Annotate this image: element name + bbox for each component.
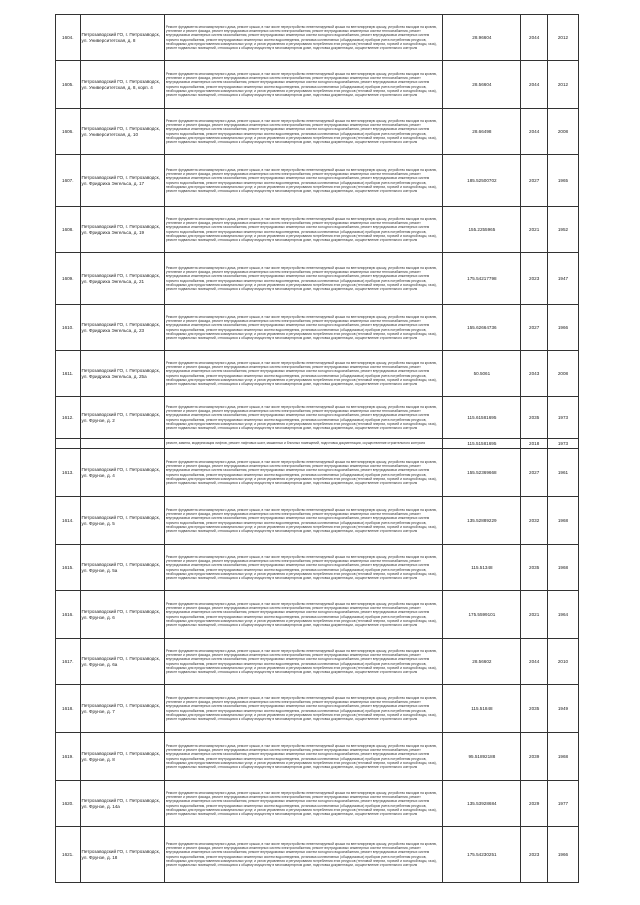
row-number-cell-text: 1613. xyxy=(62,470,74,475)
row-number-cell xyxy=(56,61,81,109)
address-cell-text: Петрозаводский ГО, г. Петрозаводск, ул. Фрунзе, д. 6 xyxy=(81,609,160,620)
address-cell xyxy=(80,207,164,253)
work-description-cell-text: Ремонт фундамента многоквартирного дома, ремонт крыши, в том числе переустройство невентилируемой крыши на вентилируемую крышу, устройство выходов на кровлю, утепление и ремонт фасада, ремонт внутридомовых инженерных систем электроснабжения, ремонт внутридомовых инженерных систем теплоснабжения, ремонт внутридомовых инженерных систем газоснабжения, ремонт внутридомовых инженерных систем холодного водоснабжения, ремонт внутридомовых инженерных систем горячего водоснабжения, ремонт внутридомовых инженерных систем водоотведения, установка коллективных (общедомовых) приборов учета потребления ресурсов, необходимых для предоставления коммунальных услуг, и узлов управления и регулирования потребления этих ресурсов (тепловой энергии, горячей и холодной воды, газа), ремонт подвальных помещений, относящихся к общему имуществу в многоквартирном доме, подготовка документации, осуществление строительного контроля xyxy=(165,649,438,674)
planned-year-cell xyxy=(521,109,548,155)
build-year-cell xyxy=(548,639,579,685)
work-description-cell xyxy=(164,61,443,109)
planned-year-cell-text: 2027 xyxy=(529,178,540,183)
row-number-cell-text: 1609. xyxy=(62,276,74,281)
cost-cell xyxy=(443,397,521,439)
planned-year-cell-text: 2039 xyxy=(529,754,540,759)
work-description-cell xyxy=(164,545,443,591)
table-row xyxy=(56,397,579,439)
work-description-cell xyxy=(164,591,443,639)
build-year-cell-text: 1973 xyxy=(557,415,569,420)
build-year-cell xyxy=(548,591,579,639)
planned-year-cell xyxy=(521,15,548,61)
cost-cell xyxy=(443,591,521,639)
planned-year-cell-text: 2023 xyxy=(529,276,540,281)
address-cell xyxy=(80,155,164,207)
table-row xyxy=(56,253,579,305)
cost-cell xyxy=(443,545,521,591)
address-cell xyxy=(80,449,164,497)
repair-program-table xyxy=(55,14,579,883)
address-cell-text: Петрозаводский ГО, г. Петрозаводск, ул. Фридриха Энгельса, д. 21 xyxy=(81,273,160,284)
row-number-cell xyxy=(56,639,81,685)
row-number-cell xyxy=(56,15,81,61)
build-year-cell-text: 2008 xyxy=(557,371,569,376)
address-cell xyxy=(80,253,164,305)
planned-year-cell xyxy=(521,305,548,351)
cost-cell-text: 115.51848 xyxy=(471,706,493,711)
cost-cell-text: 185.52500702 xyxy=(467,178,497,183)
work-description-cell-text: Ремонт фундамента многоквартирного дома, ремонт крыши, в том числе переустройство невентилируемой крыши на вентилируемую крышу, устройство выходов на кровлю, утепление и ремонт фасада, ремонт внутридомовых инженерных систем электроснабжения, ремонт внутридомовых инженерных систем теплоснабжения, ремонт внутридомовых инженерных систем газоснабжения, ремонт внутридомовых инженерных систем холодного водоснабжения, ремонт внутридомовых инженерных систем горячего водоснабжения, ремонт внутридомовых инженерных систем водоотведения, установка коллективных (общедомовых) приборов учета потребления ресурсов, необходимых для предоставления коммунальных услуг, и узлов управления и регулирования потребления этих ресурсов (тепловой энергии, горячей и холодной воды, газа), ремонт подвальных помещений, относящихся к общему имуществу в многоквартирном доме, подготовка документации, осуществление строительного контроля xyxy=(165,696,438,721)
cost-cell xyxy=(443,351,521,397)
work-description-cell-text: Ремонт фундамента многоквартирного дома, ремонт крыши, в том числе переустройство невентилируемой крыши на вентилируемую крышу, устройство выходов на кровлю, утепление и ремонт фасада, ремонт внутридомовых инженерных систем электроснабжения, ремонт внутридомовых инженерных систем теплоснабжения, ремонт внутридомовых инженерных систем газоснабжения, ремонт внутридомовых инженерных систем холодного водоснабжения, ремонт внутридомовых инженерных систем горячего водоснабжения, ремонт внутридомовых инженерных систем водоотведения, установка коллективных (общедомовых) приборов учета потребления ресурсов, необходимых для предоставления коммунальных услуг, и узлов управления и регулирования потребления этих ресурсов (тепловой энергии, горячей и холодной воды, газа), ремонт подвальных помещений, относящихся к общему имуществу в многоквартирном доме, подготовка документации, осуществление строительного контроля xyxy=(165,791,438,816)
cost-cell xyxy=(443,305,521,351)
build-year-cell xyxy=(548,497,579,545)
cost-cell-text: 135.52889229 xyxy=(467,518,497,523)
build-year-cell-text: 1964 xyxy=(557,612,569,617)
planned-year-cell xyxy=(521,545,548,591)
planned-year-cell-text: 2044 xyxy=(529,35,540,40)
planned-year-cell xyxy=(521,439,548,449)
work-description-cell-text: Ремонт фундамента многоквартирного дома, ремонт крыши, в том числе переустройство невентилируемой крыши на вентилируемую крышу, устройство выходов на кровлю, утепление и ремонт фасада, ремонт внутридомовых инженерных систем электроснабжения, ремонт внутридомовых инженерных систем теплоснабжения, ремонт внутридомовых инженерных систем газоснабжения, ремонт внутридомовых инженерных систем холодного водоснабжения, ремонт внутридомовых инженерных систем горячего водоснабжения, ремонт внутридомовых инженерных систем водоотведения, установка коллективных (общедомовых) приборов учета потребления ресурсов, необходимых для предоставления коммунальных услуг, и узлов управления и регулирования потребления этих ресурсов (тепловой энергии, горячей и холодной воды, газа), ремонт подвальных помещений, относящихся к общему имуществу в многоквартирном доме, подготовка документации, осуществление строительного контроля xyxy=(165,217,438,242)
row-number-cell xyxy=(56,155,81,207)
row-number-cell xyxy=(56,449,81,497)
row-number-cell-text: 1610. xyxy=(62,325,74,330)
cost-cell-text: 155.2255965 xyxy=(468,227,496,232)
row-number-cell xyxy=(56,109,81,155)
address-cell-text: Петрозаводский ГО, г. Петрозаводск, ул. Фрунзе, д. 2 xyxy=(81,412,160,423)
planned-year-cell-text: 2044 xyxy=(529,129,540,134)
planned-year-cell-text: 2035 xyxy=(529,706,540,711)
table-row xyxy=(56,109,579,155)
work-description-cell xyxy=(164,827,443,883)
cost-cell xyxy=(443,155,521,207)
cost-cell xyxy=(443,781,521,827)
work-description-cell-text: Ремонт фундамента многоквартирного дома, ремонт крыши, в том числе переустройство невентилируемой крыши на вентилируемую крышу, устройство выходов на кровлю, утепление и ремонт фасада, ремонт внутридомовых инженерных систем электроснабжения, ремонт внутридомовых инженерных систем теплоснабжения, ремонт внутридомовых инженерных систем газоснабжения, ремонт внутридомовых инженерных систем холодного водоснабжения, ремонт внутридомовых инженерных систем горячего водоснабжения, ремонт внутридомовых инженерных систем водоотведения, установка коллективных (общедомовых) приборов учета потребления ресурсов, необходимых для предоставления коммунальных услуг, и узлов управления и регулирования потребления этих ресурсов (тепловой энергии, горячей и холодной воды, газа), ремонт подвальных помещений, относящихся к общему имуществу в многоквартирном доме, подготовка документации, осуществление строительного контроля xyxy=(165,842,438,867)
address-cell xyxy=(80,15,164,61)
row-number-cell-text: 1608. xyxy=(62,227,74,232)
row-number-cell-text: 1621. xyxy=(62,852,74,857)
row-number-cell xyxy=(56,497,81,545)
planned-year-cell-text: 2021 xyxy=(529,612,540,617)
build-year-cell-text: 1949 xyxy=(557,706,569,711)
work-description-cell xyxy=(164,397,443,439)
planned-year-cell xyxy=(521,351,548,397)
address-cell-text: Петрозаводский ГО, г. Петрозаводск, ул. Фридриха Энгельса, д. 25а xyxy=(81,368,160,379)
work-description-cell xyxy=(164,733,443,781)
row-number-cell-text: 1604. xyxy=(62,35,74,40)
row-number-cell-text: 1607. xyxy=(62,178,74,183)
work-description-cell xyxy=(164,155,443,207)
build-year-cell-text: 2010 xyxy=(557,659,569,664)
row-number-cell-text: 1605. xyxy=(62,82,74,87)
table-row xyxy=(56,733,579,781)
table-row xyxy=(56,591,579,639)
address-cell-text: Петрозаводский ГО, г. Петрозаводск, ул. Фрунзе, д. 4 xyxy=(81,467,160,478)
table-row xyxy=(56,207,579,253)
cost-cell-text: 175.54230251 xyxy=(467,852,497,857)
address-cell-text: Петрозаводский ГО, г. Петрозаводск, ул. Университетская, д. 10 xyxy=(81,126,160,137)
build-year-cell xyxy=(548,253,579,305)
address-cell-text: Петрозаводский ГО, г. Петрозаводск, ул. Фридриха Энгельса, д. 19 xyxy=(81,224,160,235)
work-description-cell xyxy=(164,351,443,397)
row-number-cell-text: 1614. xyxy=(62,518,74,523)
planned-year-cell xyxy=(521,397,548,439)
planned-year-cell-text: 2018 xyxy=(529,441,540,446)
table-row xyxy=(56,827,579,883)
address-cell xyxy=(80,351,164,397)
address-cell-text: Петрозаводский ГО, г. Петрозаводск, ул. Фридриха Энгельса, д. 23 xyxy=(81,322,160,333)
address-cell xyxy=(80,591,164,639)
work-description-cell-text: Ремонт фундамента многоквартирного дома, ремонт крыши, в том числе переустройство невентилируемой крыши на вентилируемую крышу, устройство выходов на кровлю, утепление и ремонт фасада, ремонт внутридомовых инженерных систем электроснабжения, ремонт внутридомовых инженерных систем теплоснабжения, ремонт внутридомовых инженерных систем газоснабжения, ремонт внутридомовых инженерных систем холодного водоснабжения, ремонт внутридомовых инженерных систем горячего водоснабжения, ремонт внутридомовых инженерных систем водоотведения, установка коллективных (общедомовых) приборов учета потребления ресурсов, необходимых для предоставления коммунальных услуг, и узлов управления и регулирования потребления этих ресурсов (тепловой энергии, горячей и холодной воды, газа), ремонт подвальных помещений, относящихся к общему имуществу в многоквартирном доме, подготовка документации, осуществление строительного контроля xyxy=(165,602,438,627)
address-cell-text: Петрозаводский ГО, г. Петрозаводск, ул. Фрунзе, д. 8 xyxy=(81,751,160,762)
work-description-cell xyxy=(164,639,443,685)
address-cell xyxy=(80,439,164,449)
table-row xyxy=(56,545,579,591)
address-cell xyxy=(80,639,164,685)
cost-cell xyxy=(443,15,521,61)
address-cell xyxy=(80,685,164,733)
build-year-cell xyxy=(548,397,579,439)
cost-cell-text: 28.96604 xyxy=(472,35,492,40)
build-year-cell xyxy=(548,781,579,827)
cost-cell xyxy=(443,439,521,449)
work-description-cell-text: Ремонт фундамента многоквартирного дома, ремонт крыши, в том числе переустройство невентилируемой крыши на вентилируемую крышу, устройство выходов на кровлю, утепление и ремонт фасада, ремонт внутридомовых инженерных систем электроснабжения, ремонт внутридомовых инженерных систем теплоснабжения, ремонт внутридомовых инженерных систем газоснабжения, ремонт внутридомовых инженерных систем холодного водоснабжения, ремонт внутридомовых инженерных систем горячего водоснабжения, ремонт внутридомовых инженерных систем водоотведения, установка коллективных (общедомовых) приборов учета потребления ресурсов, необходимых для предоставления коммунальных услуг, и узлов управления и регулирования потребления этих ресурсов (тепловой энергии, горячей и холодной воды, газа), ремонт подвальных помещений, относящихся к общему имуществу в многоквартирном доме, подготовка документации, осуществление строительного контроля xyxy=(165,266,438,291)
work-description-cell xyxy=(164,685,443,733)
build-year-cell-text: 1968 xyxy=(557,754,569,759)
row-number-cell-text: 1618. xyxy=(62,706,74,711)
address-cell xyxy=(80,733,164,781)
table-row xyxy=(56,155,579,207)
table-row xyxy=(56,685,579,733)
table-row xyxy=(56,497,579,545)
planned-year-cell-text: 2035 xyxy=(529,565,540,570)
row-number-cell xyxy=(56,351,81,397)
table-row xyxy=(56,351,579,397)
build-year-cell xyxy=(548,15,579,61)
address-cell-text: Петрозаводский ГО, г. Петрозаводск, ул. Фрунзе, д. 14а xyxy=(81,798,160,809)
table-row xyxy=(56,449,579,497)
work-description-cell-text: Ремонт фундамента многоквартирного дома, ремонт крыши, в том числе переустройство невентилируемой крыши на вентилируемую крышу, устройство выходов на кровлю, утепление и ремонт фасада, ремонт внутридомовых инженерных систем электроснабжения, ремонт внутридомовых инженерных систем теплоснабжения, ремонт внутридомовых инженерных систем газоснабжения, ремонт внутридомовых инженерных систем холодного водоснабжения, ремонт внутридомовых инженерных систем горячего водоснабжения, ремонт внутридомовых инженерных систем водоотведения, установка коллективных (общедомовых) приборов учета потребления ресурсов, необходимых для предоставления коммунальных услуг, и узлов управления и регулирования потребления этих ресурсов (тепловой энергии, горячей и холодной воды, газа), ремонт подвальных помещений, относящихся к общему имуществу в многоквартирном доме, подготовка документации, осуществление строительного контроля xyxy=(165,119,438,144)
row-number-cell xyxy=(56,685,81,733)
work-description-cell xyxy=(164,439,443,449)
planned-year-cell-text: 2021 xyxy=(529,227,540,232)
cost-cell-text: 135.53928684 xyxy=(467,801,497,806)
work-description-cell-text: Ремонт фундамента многоквартирного дома, ремонт крыши, в том числе переустройство невентилируемой крыши на вентилируемую крышу, устройство выходов на кровлю, утепление и ремонт фасада, ремонт внутридомовых инженерных систем электроснабжения, ремонт внутридомовых инженерных систем теплоснабжения, ремонт внутридомовых инженерных систем газоснабжения, ремонт внутридомовых инженерных систем холодного водоснабжения, ремонт внутридомовых инженерных систем горячего водоснабжения, ремонт внутридомовых инженерных систем водоотведения, установка коллективных (общедомовых) приборов учета потребления ресурсов, необходимых для предоставления коммунальных услуг, и узлов управления и регулирования потребления этих ресурсов (тепловой энергии, горячей и холодной воды, газа), ремонт подвальных помещений, относящихся к общему имуществу в многоквартирном доме, подготовка документации, осуществление строительного контроля xyxy=(165,460,438,485)
row-number-cell xyxy=(56,397,81,439)
cost-cell-text: 95.51892188 xyxy=(468,754,496,759)
build-year-cell xyxy=(548,61,579,109)
planned-year-cell xyxy=(521,827,548,883)
work-description-cell-text: Ремонт фундамента многоквартирного дома, ремонт крыши, в том числе переустройство невентилируемой крыши на вентилируемую крышу, устройство выходов на кровлю, утепление и ремонт фасада, ремонт внутридомовых инженерных систем электроснабжения, ремонт внутридомовых инженерных систем теплоснабжения, ремонт внутридомовых инженерных систем газоснабжения, ремонт внутридомовых инженерных систем холодного водоснабжения, ремонт внутридомовых инженерных систем горячего водоснабжения, ремонт внутридомовых инженерных систем водоотведения, установка коллективных (общедомовых) приборов учета потребления ресурсов, необходимых для предоставления коммунальных услуг, и узлов управления и регулирования потребления этих ресурсов (тепловой энергии, горячей и холодной воды, газа), ремонт подвальных помещений, относящихся к общему имуществу в многоквартирном доме, подготовка документации, осуществление строительного контроля xyxy=(165,744,438,769)
row-number-cell xyxy=(56,305,81,351)
planned-year-cell xyxy=(521,497,548,545)
planned-year-cell-text: 2043 xyxy=(529,371,540,376)
table-row xyxy=(56,61,579,109)
build-year-cell xyxy=(548,155,579,207)
work-description-cell-text: Ремонт фундамента многоквартирного дома, ремонт крыши, в том числе переустройство невентилируемой крыши на вентилируемую крышу, устройство выходов на кровлю, утепление и ремонт фасада, ремонт внутридомовых инженерных систем электроснабжения, ремонт внутридомовых инженерных систем теплоснабжения, ремонт внутридомовых инженерных систем газоснабжения, ремонт внутридомовых инженерных систем холодного водоснабжения, ремонт внутридомовых инженерных систем горячего водоснабжения, ремонт внутридомовых инженерных систем водоотведения, установка коллективных (общедомовых) приборов учета потребления ресурсов, необходимых для предоставления коммунальных услуг, и узлов управления и регулирования потребления этих ресурсов (тепловой энергии, горячей и холодной воды, газа), ремонт подвальных помещений, относящихся к общему имуществу в многоквартирном доме, подготовка документации, осуществление строительного контроля xyxy=(165,555,438,580)
address-cell xyxy=(80,827,164,883)
row-number-cell-text: 1606. xyxy=(62,129,74,134)
cost-cell xyxy=(443,207,521,253)
table-row xyxy=(56,305,579,351)
work-description-cell-text: Ремонт фундамента многоквартирного дома, ремонт крыши, в том числе переустройство невентилируемой крыши на вентилируемую крышу, устройство выходов на кровлю, утепление и ремонт фасада, ремонт внутридомовых инженерных систем электроснабжения, ремонт внутридомовых инженерных систем теплоснабжения, ремонт внутридомовых инженерных систем газоснабжения, ремонт внутридомовых инженерных систем холодного водоснабжения, ремонт внутридомовых инженерных систем горячего водоснабжения, ремонт внутридомовых инженерных систем водоотведения, установка коллективных (общедомовых) приборов учета потребления ресурсов, необходимых для предоставления коммунальных услуг, и узлов управления и регулирования потребления этих ресурсов (тепловой энергии, горячей и холодной воды, газа), ремонт подвальных помещений, относящихся к общему имуществу в многоквартирном доме, подготовка документации, осуществление строительного контроля xyxy=(165,508,438,533)
register-page xyxy=(55,14,579,891)
build-year-cell-text: 2012 xyxy=(557,82,569,87)
planned-year-cell xyxy=(521,591,548,639)
row-number-cell xyxy=(56,545,81,591)
work-description-cell xyxy=(164,781,443,827)
planned-year-cell xyxy=(521,207,548,253)
cost-cell xyxy=(443,685,521,733)
cost-cell xyxy=(443,449,521,497)
planned-year-cell xyxy=(521,639,548,685)
planned-year-cell-text: 2044 xyxy=(529,82,540,87)
cost-cell xyxy=(443,827,521,883)
build-year-cell-text: 1966 xyxy=(557,852,569,857)
address-cell-text: Петрозаводский ГО, г. Петрозаводск, ул. Фрунзе, д. 5 xyxy=(81,515,160,526)
build-year-cell-text: 1947 xyxy=(557,276,569,281)
planned-year-cell xyxy=(521,449,548,497)
build-year-cell-text: 1973 xyxy=(557,441,569,446)
cost-cell-text: 115.51348 xyxy=(471,565,493,570)
address-cell xyxy=(80,497,164,545)
cost-cell xyxy=(443,639,521,685)
row-number-cell xyxy=(56,253,81,305)
row-number-cell xyxy=(56,781,81,827)
address-cell xyxy=(80,545,164,591)
cost-cell-text: 115.51581695 xyxy=(467,441,497,446)
build-year-cell xyxy=(548,351,579,397)
work-description-cell-text: Ремонт фундамента многоквартирного дома, ремонт крыши, в том числе переустройство невентилируемой крыши на вентилируемую крышу, устройство выходов на кровлю, утепление и ремонт фасада, ремонт внутридомовых инженерных систем электроснабжения, ремонт внутридомовых инженерных систем теплоснабжения, ремонт внутридомовых инженерных систем газоснабжения, ремонт внутридомовых инженерных систем холодного водоснабжения, ремонт внутридомовых инженерных систем горячего водоснабжения, ремонт внутридомовых инженерных систем водоотведения, установка коллективных (общедомовых) приборов учета потребления ресурсов, необходимых для предоставления коммунальных услуг, и узлов управления и регулирования потребления этих ресурсов (тепловой энергии, горячей и холодной воды, газа), ремонт подвальных помещений, относящихся к общему имуществу в многоквартирном доме, подготовка документации, осуществление строительного контроля xyxy=(165,315,438,340)
cost-cell-text: 115.61581695 xyxy=(467,415,497,420)
row-number-cell-text: 1620. xyxy=(62,801,74,806)
address-cell xyxy=(80,109,164,155)
row-number-cell-text: 1611. xyxy=(62,371,74,376)
build-year-cell xyxy=(548,827,579,883)
cost-cell xyxy=(443,109,521,155)
cost-cell-text: 175.54217798 xyxy=(467,276,497,281)
build-year-cell xyxy=(548,545,579,591)
table-row-lift-works xyxy=(56,439,579,449)
build-year-cell-text: 1966 xyxy=(557,325,569,330)
build-year-cell xyxy=(548,207,579,253)
planned-year-cell xyxy=(521,781,548,827)
table-body xyxy=(56,15,579,883)
planned-year-cell-text: 2035 xyxy=(529,415,540,420)
cost-cell xyxy=(443,497,521,545)
table-row xyxy=(56,781,579,827)
build-year-cell-text: 1968 xyxy=(557,565,569,570)
build-year-cell xyxy=(548,439,579,449)
row-number-cell-text: 1619. xyxy=(62,754,74,759)
cost-cell xyxy=(443,253,521,305)
cost-cell xyxy=(443,61,521,109)
address-cell-text: Петрозаводский ГО, г. Петрозаводск, ул. Университетская, д. 8, корп. 4 xyxy=(81,79,160,90)
planned-year-cell-text: 2044 xyxy=(529,659,540,664)
address-cell-text: Петрозаводский ГО, г. Петрозаводск, ул. Фрунзе, д. 18 xyxy=(81,849,160,860)
work-description-cell xyxy=(164,305,443,351)
row-number-cell xyxy=(56,439,81,449)
table-row xyxy=(56,15,579,61)
planned-year-cell xyxy=(521,253,548,305)
build-year-cell xyxy=(548,109,579,155)
cost-cell-text: 50.5061 xyxy=(473,371,491,376)
work-description-cell xyxy=(164,253,443,305)
address-cell-text: Петрозаводский ГО, г. Петрозаводск, ул. Фрунзе, д. 6а xyxy=(81,656,160,667)
address-cell xyxy=(80,781,164,827)
build-year-cell-text: 1965 xyxy=(557,178,569,183)
work-description-cell-text: Ремонт фундамента многоквартирного дома, ремонт крыши, в том числе переустройство невентилируемой крыши на вентилируемую крышу, устройство выходов на кровлю, утепление и ремонт фасада, ремонт внутридомовых инженерных систем электроснабжения, ремонт внутридомовых инженерных систем теплоснабжения, ремонт внутридомовых инженерных систем газоснабжения, ремонт внутридомовых инженерных систем холодного водоснабжения, ремонт внутридомовых инженерных систем горячего водоснабжения, ремонт внутридомовых инженерных систем водоотведения, установка коллективных (общедомовых) приборов учета потребления ресурсов, необходимых для предоставления коммунальных услуг, и узлов управления и регулирования потребления этих ресурсов (тепловой энергии, горячей и холодной воды, газа), ремонт подвальных помещений, относящихся к общему имуществу в многоквартирном доме, подготовка документации, осуществление строительного контроля xyxy=(165,405,438,430)
cost-cell-text: 28.56604 xyxy=(472,82,492,87)
row-number-cell-text: 1615. xyxy=(62,565,74,570)
work-description-cell-text: ремонт, замена, модернизация лифтов, ремонт лифтовых шахт, машинных и блочных помещений, подготовка документации, осуществление строительного контроля xyxy=(165,441,426,446)
address-cell-text: Петрозаводский ГО, г. Петрозаводск, ул. Фридриха Энгельса, д. 17 xyxy=(81,175,160,186)
address-cell xyxy=(80,305,164,351)
planned-year-cell-text: 2027 xyxy=(529,325,540,330)
row-number-cell xyxy=(56,827,81,883)
cost-cell-text: 28.56602 xyxy=(472,659,492,664)
build-year-cell-text: 1952 xyxy=(557,227,569,232)
row-number-cell-text: 1616. xyxy=(62,612,74,617)
build-year-cell-text: 2008 xyxy=(557,129,569,134)
planned-year-cell-text: 2029 xyxy=(529,801,540,806)
work-description-cell-text: Ремонт фундамента многоквартирного дома, ремонт крыши, в том числе переустройство невентилируемой крыши на вентилируемую крышу, устройство выходов на кровлю, утепление и ремонт фасада, ремонт внутридомовых инженерных систем электроснабжения, ремонт внутридомовых инженерных систем теплоснабжения, ремонт внутридомовых инженерных систем газоснабжения, ремонт внутридомовых инженерных систем холодного водоснабжения, ремонт внутридомовых инженерных систем горячего водоснабжения, ремонт внутридомовых инженерных систем водоотведения, установка коллективных (общедомовых) приборов учета потребления ресурсов, необходимых для предоставления коммунальных услуг, и узлов управления и регулирования потребления этих ресурсов (тепловой энергии, горячей и холодной воды, газа), ремонт подвальных помещений, относящихся к общему имуществу в многоквартирном доме, подготовка документации, осуществление строительного контроля xyxy=(165,25,438,50)
work-description-cell-text: Ремонт фундамента многоквартирного дома, ремонт крыши, в том числе переустройство невентилируемой крыши на вентилируемую крышу, устройство выходов на кровлю, утепление и ремонт фасада, ремонт внутридомовых инженерных систем электроснабжения, ремонт внутридомовых инженерных систем теплоснабжения, ремонт внутридомовых инженерных систем газоснабжения, ремонт внутридомовых инженерных систем холодного водоснабжения, ремонт внутридомовых инженерных систем горячего водоснабжения, ремонт внутридомовых инженерных систем водоотведения, установка коллективных (общедомовых) приборов учета потребления ресурсов, необходимых для предоставления коммунальных услуг, и узлов управления и регулирования потребления этих ресурсов (тепловой энергии, горячей и холодной воды, газа), ремонт подвальных помещений, относящихся к общему имуществу в многоквартирном доме, подготовка документации, осуществление строительного контроля xyxy=(165,361,438,386)
row-number-cell xyxy=(56,591,81,639)
work-description-cell xyxy=(164,15,443,61)
cost-cell xyxy=(443,733,521,781)
table-row xyxy=(56,639,579,685)
planned-year-cell-text: 2032 xyxy=(529,518,540,523)
planned-year-cell xyxy=(521,61,548,109)
cost-cell-text: 155.62664736 xyxy=(467,325,497,330)
build-year-cell xyxy=(548,685,579,733)
build-year-cell-text: 1961 xyxy=(557,470,569,475)
work-description-cell-text: Ремонт фундамента многоквартирного дома, ремонт крыши, в том числе переустройство невентилируемой крыши на вентилируемую крышу, устройство выходов на кровлю, утепление и ремонт фасада, ремонт внутридомовых инженерных систем электроснабжения, ремонт внутридомовых инженерных систем теплоснабжения, ремонт внутридомовых инженерных систем газоснабжения, ремонт внутридомовых инженерных систем холодного водоснабжения, ремонт внутридомовых инженерных систем горячего водоснабжения, ремонт внутридомовых инженерных систем водоотведения, установка коллективных (общедомовых) приборов учета потребления ресурсов, необходимых для предоставления коммунальных услуг, и узлов управления и регулирования потребления этих ресурсов (тепловой энергии, горячей и холодной воды, газа), ремонт подвальных помещений, относящихся к общему имуществу в многоквартирном доме, подготовка документации, осуществление строительного контроля xyxy=(165,72,438,97)
address-cell xyxy=(80,61,164,109)
cost-cell-text: 155.52369668 xyxy=(467,470,497,475)
row-number-cell-text: 1612. xyxy=(62,415,74,420)
address-cell-text: Петрозаводский ГО, г. Петрозаводск, ул. Университетская, д. 8 xyxy=(81,32,160,43)
planned-year-cell xyxy=(521,155,548,207)
planned-year-cell-text: 2027 xyxy=(529,470,540,475)
build-year-cell xyxy=(548,305,579,351)
address-cell xyxy=(80,397,164,439)
row-number-cell xyxy=(56,207,81,253)
build-year-cell xyxy=(548,449,579,497)
build-year-cell xyxy=(548,733,579,781)
planned-year-cell xyxy=(521,685,548,733)
build-year-cell-text: 1968 xyxy=(557,518,569,523)
cost-cell-text: 175.5599101 xyxy=(468,612,496,617)
build-year-cell-text: 1977 xyxy=(557,801,569,806)
row-number-cell-text: 1617. xyxy=(62,659,74,664)
address-cell-text: Петрозаводский ГО, г. Петрозаводск, ул. Фрунзе, д. 5а xyxy=(81,562,160,573)
build-year-cell-text: 2012 xyxy=(557,35,569,40)
address-cell-text: Петрозаводский ГО, г. Петрозаводск, ул. Фрунзе, д. 7 xyxy=(81,703,160,714)
row-number-cell xyxy=(56,733,81,781)
work-description-cell xyxy=(164,207,443,253)
planned-year-cell xyxy=(521,733,548,781)
planned-year-cell-text: 2023 xyxy=(529,852,540,857)
cost-cell-text: 28.66498 xyxy=(472,129,492,134)
work-description-cell xyxy=(164,497,443,545)
work-description-cell xyxy=(164,449,443,497)
work-description-cell-text: Ремонт фундамента многоквартирного дома, ремонт крыши, в том числе переустройство невентилируемой крыши на вентилируемую крышу, устройство выходов на кровлю, утепление и ремонт фасада, ремонт внутридомовых инженерных систем электроснабжения, ремонт внутридомовых инженерных систем теплоснабжения, ремонт внутридомовых инженерных систем газоснабжения, ремонт внутридомовых инженерных систем холодного водоснабжения, ремонт внутридомовых инженерных систем горячего водоснабжения, ремонт внутридомовых инженерных систем водоотведения, установка коллективных (общедомовых) приборов учета потребления ресурсов, необходимых для предоставления коммунальных услуг, и узлов управления и регулирования потребления этих ресурсов (тепловой энергии, горячей и холодной воды, газа), ремонт подвальных помещений, относящихся к общему имуществу в многоквартирном доме, подготовка документации, осуществление строительного контроля xyxy=(165,168,438,193)
work-description-cell xyxy=(164,109,443,155)
